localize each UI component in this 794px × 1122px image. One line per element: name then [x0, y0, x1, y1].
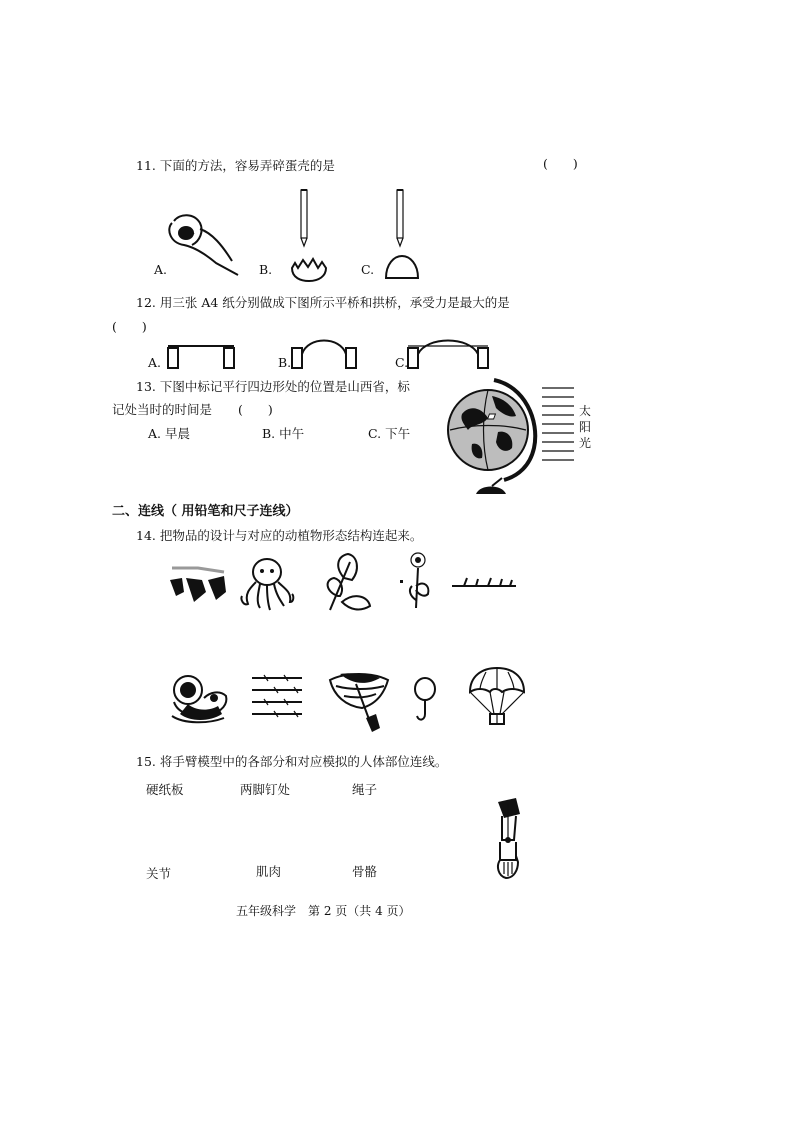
q11-question: 11. 下面的方法，容易弄碎蛋壳的是: [136, 158, 335, 173]
q15-question: 15. 将手臂模型中的各部分和对应模拟的人体部位连线。: [136, 754, 448, 769]
q15-bottom-item: 肌肉: [256, 864, 282, 879]
dandelion-icon: [398, 550, 436, 612]
barbed-wire-icon: [250, 672, 304, 720]
magnifier-hook-icon: [410, 676, 440, 724]
sunlight-rays-icon: [540, 385, 576, 465]
astronaut-suit-icon: [164, 668, 234, 726]
hand-squeeze-egg-icon: [160, 205, 250, 275]
q12-answer-paren: ( ): [112, 319, 147, 334]
q11-option-c: C.: [361, 262, 375, 277]
q14-question: 14. 把物品的设计与对应的动植物形态结构连起来。: [136, 528, 423, 543]
q15-top-item: 硬纸板: [146, 782, 184, 797]
sunlight-label-char: 太: [579, 404, 592, 418]
arch-flat-bridge-icon: [405, 334, 495, 374]
q12-option-a: A.: [148, 355, 162, 370]
page-footer: 五年级科学 第 2 页（共 4 页）: [236, 904, 411, 918]
octopus-icon: [238, 556, 296, 612]
broken-eggshell-icon: [289, 256, 329, 282]
q11-option-b: B.: [259, 262, 273, 277]
sunlight-label-char: 阳: [579, 420, 592, 434]
q13-question-line2: 记处当时的时间是: [112, 402, 213, 417]
q12-option-b: B.: [278, 355, 292, 370]
q13-question-line1: 13. 下图中标记平行四边形处的位置是山西省，标: [136, 379, 410, 394]
q11-option-a: A.: [154, 262, 168, 277]
sunlight-label-char: 光: [579, 436, 592, 450]
q15-top-item: 两脚钉处: [240, 782, 291, 797]
q12-option-c: C.: [395, 355, 409, 370]
q13-answer-paren: ( ): [238, 402, 273, 417]
thorny-branch-icon: [450, 574, 518, 596]
section2-heading: 二、连线（ 用铅笔和尺子连线）: [112, 504, 299, 519]
pencil-icon: [394, 186, 406, 248]
q15-top-item: 绳子: [352, 782, 378, 797]
q11-answer-paren: ( ): [543, 156, 578, 171]
flat-bridge-icon: [162, 340, 242, 374]
egg-dome-icon: [384, 254, 420, 280]
arm-model-icon: [490, 794, 530, 880]
rowboat-with-oar-icon: [326, 664, 392, 734]
arch-bridge-icon: [290, 334, 370, 374]
q15-bottom-item: 骨骼: [352, 864, 378, 879]
q13-option-c: C. 下午: [368, 426, 411, 441]
bird-wings-icon: [168, 562, 230, 610]
q13-option-a: A. 早晨: [148, 426, 190, 441]
leaf-icon: [322, 552, 374, 614]
q12-question: 12. 用三张 A4 纸分别做成下图所示平桥和拱桥，承受力是最大的是: [136, 295, 510, 310]
globe-icon: [442, 374, 542, 498]
q13-option-b: B. 中午: [262, 426, 305, 441]
pencil-icon: [298, 186, 310, 248]
parachute-icon: [468, 666, 526, 728]
q15-bottom-item: 关节: [146, 866, 172, 881]
